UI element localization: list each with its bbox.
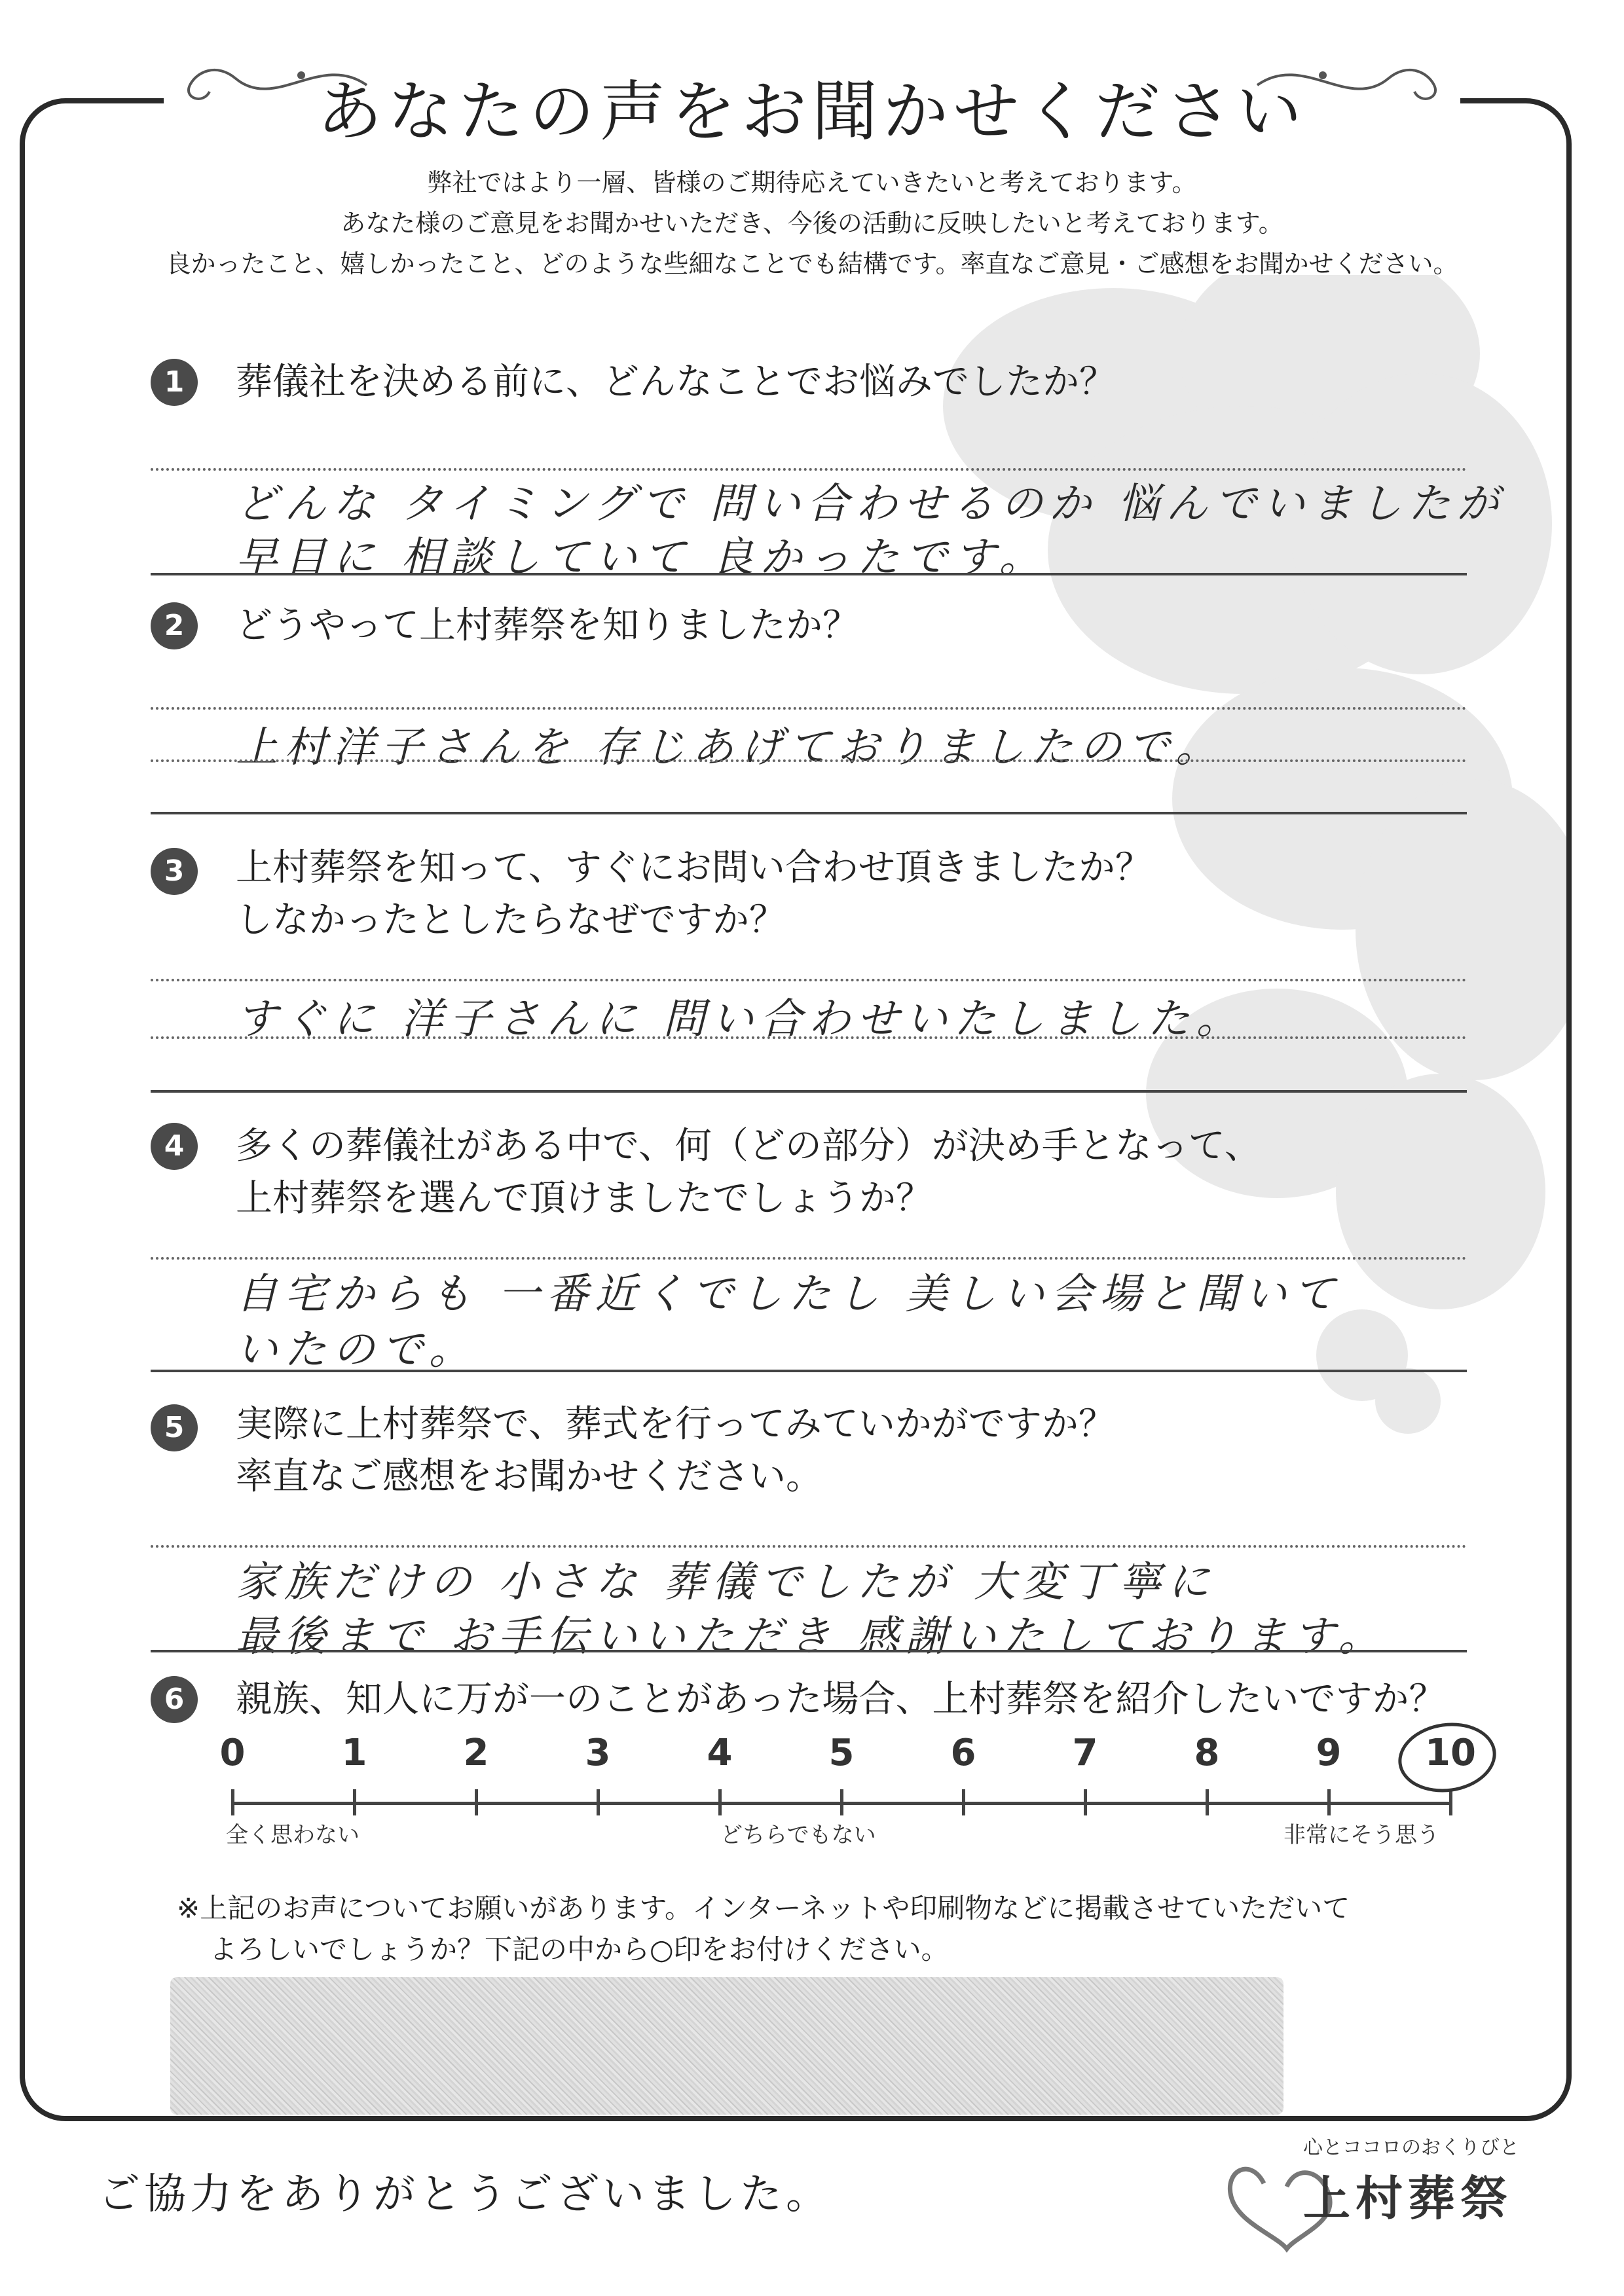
- scale-tick-label: 9: [1316, 1732, 1342, 1774]
- question-number-badge: 3: [151, 848, 198, 895]
- logo-tagline: 心とココロのおくりびと: [1303, 2136, 1519, 2159]
- publication-note: ※上記のお声についてお願いがあります。インターネットや印刷物などに掲載させていただいて: [177, 1892, 1350, 1924]
- handwritten-answer: 自宅からも 一番近くでしたし 美しい会場と聞いて: [236, 1270, 1342, 1319]
- scale-low-label: 全く思わない: [226, 1822, 360, 1848]
- scale-mid-label: どちらでもない: [720, 1822, 876, 1848]
- logo-name: 上村葬祭: [1303, 2171, 1513, 2226]
- handwritten-answer: 上村洋子さんを 存じあげておりましたので。: [236, 723, 1225, 772]
- intro-line-1: 弊社ではより一層、皆様のご期待応えていきたいと考えております。: [427, 168, 1197, 197]
- question-number-badge: 6: [151, 1676, 198, 1723]
- section-divider: [151, 1370, 1467, 1372]
- scale-tick: [1084, 1789, 1087, 1815]
- scale-tick-label: 2: [463, 1732, 489, 1774]
- section-divider: [151, 812, 1467, 814]
- question-text: どうやって上村葬祭を知りましたか？: [236, 604, 859, 647]
- scale-tick: [840, 1789, 843, 1815]
- scale-tick-label: 5: [828, 1732, 855, 1774]
- question-text: 上村葬祭を知って、すぐにお問い合わせ頂きましたか？: [236, 847, 1152, 889]
- scale-tick: [353, 1789, 356, 1815]
- handwritten-answer: 家族だけの 小さな 葬儀でしたが 大変丁寧に: [236, 1558, 1217, 1607]
- question-text: 実際に上村葬祭で、葬式を行ってみていかがですか？: [236, 1403, 1115, 1446]
- scale-tick: [597, 1789, 600, 1815]
- section-divider: [151, 573, 1467, 575]
- scale-tick: [475, 1789, 478, 1815]
- question-text: しなかったとしたらなぜですか？: [236, 899, 786, 941]
- handwritten-answer: すぐに 洋子さんに 問い合わせいたしました。: [236, 995, 1245, 1044]
- section-divider: [151, 1650, 1467, 1652]
- question-text: 多くの葬儀社がある中で、何（どの部分）が決め手となって、: [236, 1125, 1261, 1167]
- answer-line-dotted: [151, 707, 1467, 710]
- section-divider: [151, 1090, 1467, 1093]
- question-number-badge: 2: [151, 602, 198, 649]
- handwritten-answer: いたので。: [236, 1326, 477, 1374]
- scale-tick: [231, 1789, 234, 1815]
- question-number-badge: 1: [151, 359, 198, 406]
- publication-note: よろしいでしょうか？下記の中から○印をお付けください。: [210, 1933, 949, 1965]
- scale-tick: [1206, 1789, 1209, 1815]
- scale-tick-label: 3: [585, 1732, 611, 1774]
- scale-tick-label: 8: [1194, 1732, 1220, 1774]
- question-number-badge: 4: [151, 1123, 198, 1170]
- handwritten-answer: 最後まで お手伝いいただき 感謝いたしております。: [236, 1613, 1387, 1661]
- scale-tick-label: 0: [219, 1732, 246, 1774]
- thanks-message: ご協力をありがとうございました。: [98, 2170, 832, 2219]
- redacted-consent-area: [170, 1977, 1283, 2115]
- scale-tick-label: 1: [341, 1732, 367, 1774]
- answer-line-dotted: [151, 1257, 1467, 1260]
- scale-tick: [718, 1789, 722, 1815]
- scale-tick: [962, 1789, 965, 1815]
- scale-tick: [1327, 1789, 1331, 1815]
- page-title: あなたの声をお聞かせください: [317, 73, 1307, 150]
- scale-tick-label: 6: [950, 1732, 976, 1774]
- scale-tick-label: 4: [707, 1732, 733, 1774]
- answer-line-dotted: [151, 1036, 1467, 1039]
- question-text: 親族、知人に万が一のことがあった場合、上村葬祭を紹介したいですか？: [236, 1678, 1446, 1721]
- question-text: 上村葬祭を選んで頂けましたでしょうか？: [236, 1177, 932, 1220]
- scale-tick-label: 10: [1425, 1732, 1476, 1774]
- answer-line-dotted: [151, 1545, 1467, 1548]
- intro-line-2: あなた様のご意見をお聞かせいただき、今後の活動に反映したいと考えております。: [341, 209, 1283, 238]
- scale-high-label: 非常にそう思う: [1283, 1822, 1439, 1848]
- answer-line-dotted: [151, 759, 1467, 762]
- scale-tick: [1449, 1789, 1452, 1815]
- scale-tick-label: 7: [1072, 1732, 1098, 1774]
- handwritten-answer: 早目に 相談していて 良かったです。: [236, 534, 1048, 582]
- answer-line-dotted: [151, 979, 1467, 981]
- intro-line-3: 良かったこと、嬉しかったこと、どのような些細なことでも結構です。率直なご意見・ご感想をお聞かせください。: [166, 249, 1458, 278]
- question-text: 率直なご感想をお聞かせください。: [236, 1455, 822, 1498]
- question-text: 葬儀社を決める前に、どんなことでお悩みでしたか？: [236, 361, 1116, 403]
- handwritten-answer: どんな タイミングで 問い合わせるのか 悩んでいましたが: [236, 480, 1505, 528]
- question-number-badge: 5: [151, 1404, 198, 1451]
